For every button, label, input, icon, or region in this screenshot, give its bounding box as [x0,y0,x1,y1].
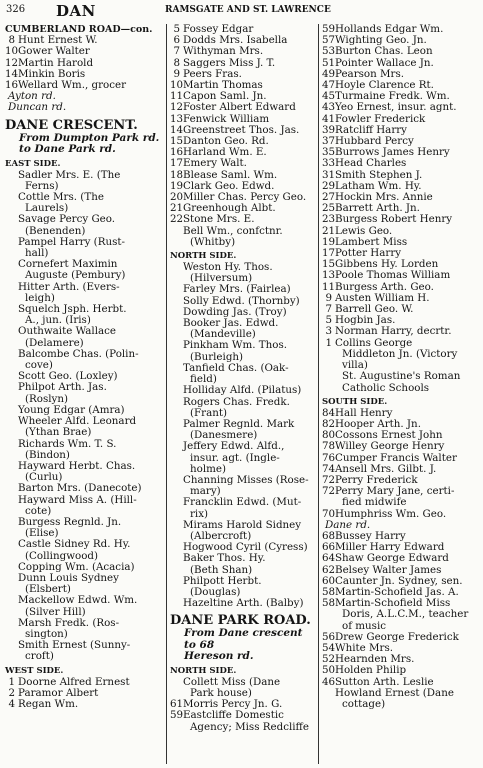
directory-entry: Booker Jas. Edwd. [183,317,279,330]
entry-continuation: hall) [25,247,49,260]
directory-entry: Smith Ernest (Sunny- [18,639,131,652]
running-head-locality: RAMSGATE AND ST. LAWRENCE [165,5,331,15]
directory-entry: Philpot Arth. Jas. [18,381,107,394]
house-number: 11 [170,90,184,103]
house-number: 4 [8,697,15,710]
resident-name: Drew George Frederick [335,630,459,643]
entry-continuation: mary) [190,485,221,498]
entry-continuation: (Delamere) [25,336,84,349]
resident-name: Hearnden Mrs. [335,653,415,666]
house-number: 21 [170,202,184,215]
house-number: 5 [325,314,332,327]
resident-name: Morris Percy Jn. G. [183,698,283,711]
directory-entry: Savage Percy Geo. [18,213,116,226]
entry-continuation: of music [342,619,387,632]
resident-name: Miller Chas. Percy Geo. [183,191,307,204]
entry-continuation: Agency; Miss Redcliffe [190,720,309,733]
directory-entry: Dowding Jas. (Troy) [183,305,287,318]
entry-continuation: Catholic Schools [342,381,430,394]
house-number: 9 [173,67,180,80]
resident-name: Humphriss Wm. Geo. [335,507,447,520]
resident-name: Martin Thomas [183,79,263,92]
resident-name: Fowler Frederick [335,112,426,125]
resident-name: Latham Wm. Hy. [335,179,422,192]
resident-name: Ratcliff Harry [335,123,407,136]
page-number: 326 [6,4,26,15]
entry-continuation: fied midwife [342,496,407,509]
house-number: 49 [322,67,336,80]
resident-name: Bussey Harry [335,529,406,542]
directory-entry: Copping Wm. (Acacia) [18,560,135,573]
resident-name: Gower Walter [18,45,90,58]
resident-name: Clark Geo. Edwd. [183,179,275,192]
entry-continuation: (Mandeville) [190,328,256,341]
house-number: 59 [322,23,336,35]
house-number: 45 [322,90,336,103]
entry-continuation: cove) [25,359,53,372]
resident-name: Stone Mrs. E. [183,213,255,226]
directory-entry: Cottle Mrs. (The [18,191,104,204]
house-number: 22 [170,213,184,226]
resident-name: Cossons Ernest John [335,429,443,442]
resident-name: Martin-Schofield Miss [335,597,451,610]
house-number: 84 [322,406,336,419]
directory-entry: Young Edgar (Amra) [18,403,125,416]
entry-continuation: holme) [190,462,226,475]
entry-continuation: Laurels) [25,202,69,215]
directory-entry: Mirams Harold Sidney [183,518,302,531]
directory-entry: Cornefert Maximin [18,258,118,271]
house-number: 57 [322,34,336,47]
entry-continuation: villa) [342,359,368,372]
street-heading: DANE CRESCENT. [5,117,138,133]
entry-continuation: A., jun. (Iris) [25,314,91,327]
directory-entry: Bell Wm., confctnr. [183,224,283,237]
house-number: 15 [170,135,184,148]
entry-continuation: Doris, A.L.C.M., teacher [342,608,469,621]
directory-entry: Sadler Mrs. E. (The [18,168,121,181]
house-number: 8 [8,34,15,47]
directory-entry: Balcombe Chas. (Polin- [18,347,139,360]
house-number: 13 [322,269,336,282]
house-number: 54 [322,641,336,654]
entry-continuation: (Collingwood) [25,549,99,562]
column-3 [318,24,483,764]
cross-road: Dane rd. [325,518,371,531]
street-extent: From Dane crescent to 68 [184,627,303,651]
house-number: 21 [322,224,336,237]
directory-entry [170,710,318,721]
house-number: 9 [325,291,332,304]
resident-name: Willey George Henry [335,440,445,453]
directory-entry: Barton Mrs. (Danecote) [18,482,142,495]
resident-name: Saggers Miss J. T. [183,56,276,69]
resident-name: Burrows James Henry [335,146,450,159]
house-number: 29 [322,179,336,192]
side-heading: SOUTH SIDE. [322,396,388,407]
resident-name: Fenwick William [183,112,270,125]
house-number: 39 [322,123,336,136]
directory-entry: Outhwaite Wallace [18,325,117,338]
directory-entry: Mackellow Edwd. Wm. [18,594,138,607]
resident-name: Pointer Wallace Jn. [335,56,434,69]
entry-continuation: (Elise) [25,527,59,540]
house-number: 11 [322,280,336,293]
house-number: 51 [322,56,336,69]
resident-name: Austen William H. [335,291,430,304]
entry-continuation: sington) [25,627,68,640]
directory-entry: Solly Edwd. (Thornby) [183,294,300,307]
resident-name: Miller Harry Edward [335,541,445,554]
entry-continuation: Ferns) [25,179,59,192]
resident-name: Norman Harry, decrtr. [335,325,452,338]
entry-continuation: (Benenden) [25,224,86,237]
house-number: 16 [5,79,19,92]
directory-entry: Marsh Fredk. (Ros- [18,616,120,629]
house-number: 16 [170,146,184,159]
house-number: 14 [170,123,184,136]
house-number: 70 [322,507,336,520]
house-number: 7 [325,303,332,316]
house-number: 52 [322,653,336,666]
resident-name: Capon Saml. Jn. [183,90,267,103]
entry-continuation: (Whitby) [190,235,236,248]
house-number: 23 [322,213,336,226]
directory-entry: Farley Mrs. (Fairlea) [183,283,291,296]
house-number: 31 [322,168,336,181]
entry-continuation: Park house) [190,687,252,700]
resident-name: Holden Philip [335,664,407,677]
directory-entry: Holliday Alfd. (Pilatus) [183,384,302,397]
side-heading: WEST SIDE. [5,665,64,676]
house-number: 80 [322,429,336,442]
resident-name: Martin Harold [18,56,94,69]
resident-name: Caunter Jn. Sydney, sen. [335,574,463,587]
running-head-word: DAN [56,2,96,20]
resident-name: Lambert Miss [335,235,408,248]
side-heading: EAST SIDE. [5,158,61,169]
house-number: 37 [322,135,336,148]
house-number: 12 [170,101,184,114]
street-extent: From Dumpton Park rd. [19,131,160,144]
house-number: 47 [322,79,336,92]
house-number: 33 [322,157,336,170]
house-number: 25 [322,202,336,215]
entry-continuation: (Douglas) [190,585,241,598]
resident-name: Hall Henry [335,406,393,419]
resident-name: Burgess Robert Henry [335,213,453,226]
directory-entry: Palmer Regnld. Mark [183,417,295,430]
directory-entry: Channing Misses (Rose- [183,473,309,486]
resident-name: Paramor Albert [18,686,99,699]
entry-continuation: cottage) [342,697,386,710]
resident-name: Hogbin Jas. [335,314,396,327]
house-number: 10 [5,45,19,58]
house-number: 58 [322,597,336,610]
resident-name: Potter Harry [335,247,402,260]
resident-name: Yeo Ernest, insur. agnt. [335,101,457,114]
directory-entry: Wheeler Alfd. Leonard [18,415,137,428]
directory-entry: Francklin Edwd. (Mut- [183,496,302,509]
directory-entry: Pinkham Wm. Thos. [183,339,288,352]
house-number: 53 [322,45,336,58]
resident-name: Gibbens Hy. Lorden [335,258,439,271]
house-number: 3 [325,325,332,338]
entry-continuation: St. Augustine's Roman [342,370,461,383]
directory-entry: Pampel Harry (Rust- [18,235,125,248]
directory-entry: Dunn Louis Sydney [18,571,119,584]
resident-name: Hoyle Clarence Rt. [335,79,434,92]
house-number: 72 [322,473,336,486]
side-heading: NORTH SIDE. [170,665,237,676]
entry-continuation: Middleton Jn. (Victory [342,347,458,360]
resident-name: Hunt Ernest W. [18,34,98,47]
street-extent: to Dane Park rd. [19,143,116,156]
directory-entry: Richards Wm. T. S. [18,437,117,450]
entry-continuation: (Silver Hill) [25,605,86,618]
house-number: 19 [322,235,336,248]
directory-entry: Hitter Arth. (Evers- [18,280,120,293]
house-number: 19 [170,179,184,192]
house-number: 66 [322,541,336,554]
house-number: 76 [322,451,336,464]
entry-continuation: croft) [25,650,54,663]
resident-name: Shaw George Edward [335,552,449,565]
house-number: 6 [173,34,180,47]
house-number: 8 [173,56,180,69]
directory-entry: Weston Hy. Thos. [183,261,273,274]
resident-name: Head Charles [335,157,407,170]
entry-continuation: cote) [25,504,52,517]
house-number: 27 [322,191,336,204]
entry-continuation: leigh) [25,291,55,304]
resident-name: Minkin Boris [18,67,86,80]
house-number: 2 [8,686,15,699]
directory-entry: Burgess Regnld. Jn. [18,515,122,528]
directory-entry [170,214,318,225]
entry-continuation: (Ythan Brae) [25,426,92,439]
house-number: 82 [322,417,336,430]
resident-name: Belsey Walter James [335,563,442,576]
resident-name: Peers Fras. [183,67,242,80]
house-number: 5 [173,23,180,35]
house-number: 60 [322,574,336,587]
resident-name: Greenstreet Thos. Jas. [183,123,300,136]
house-number: 62 [322,563,336,576]
house-number: 78 [322,440,336,453]
resident-name: Harland Wm. E. [183,146,267,159]
resident-name: Greenhough Albt. [183,202,276,215]
resident-name: Hubbard Percy [335,135,414,148]
house-number: 18 [170,168,184,181]
directory-entry [5,699,160,710]
entry-continuation: insur. agt. (Ingle- [190,451,280,464]
street-heading: DANE PARK ROAD. [170,613,311,629]
entry-continuation: (Curlu) [25,471,63,484]
house-number: 43 [322,101,336,114]
house-number: 64 [322,552,336,565]
house-number: 17 [170,157,184,170]
resident-name: Sutton Arth. Leslie [335,675,434,688]
directory-entry: Philpott Herbt. [183,574,262,587]
house-number: 72 [322,485,336,498]
resident-name: Smith Stephen J. [335,168,423,181]
resident-name: Hooper Arth. Jn. [335,417,421,430]
house-number: 50 [322,664,336,677]
resident-name: Barrett Arth. Jn. [335,202,420,215]
directory-entry: Hayward Herbt. Chas. [18,459,136,472]
resident-name: Dodds Mrs. Isabella [183,34,288,47]
resident-name: Perry Frederick [335,473,418,486]
page-header [0,4,483,20]
house-number: 58 [322,585,336,598]
house-number: 35 [322,146,336,159]
column-1 [5,24,160,710]
resident-name: Turmaine Fredk. Wm. [335,90,450,103]
entry-continuation: (Elsbert) [25,583,71,596]
directory-entry: Hazeltine Arth. (Balby) [183,597,304,610]
directory-entry: Baker Thos. Hy. [183,552,266,565]
resident-name: Pearson Mrs. [335,67,405,80]
house-number: 14 [5,67,19,80]
cross-road: Duncan rd. [8,101,67,114]
resident-name: Lewis Geo. [335,224,393,237]
side-heading: NORTH SIDE. [170,251,237,262]
resident-name: Withyman Mrs. [183,45,264,58]
house-number: 59 [170,709,184,722]
resident-name: Martin-Schofield Jas. A. [335,585,459,598]
entry-continuation: (Frant) [190,406,228,419]
resident-name: Ansell Mrs. Gilbt. J. [335,462,437,475]
resident-name: Wellard Wm., grocer [18,79,127,92]
entry-continuation: (Burleigh) [190,350,244,363]
resident-name: Danton Geo. Rd. [183,135,269,148]
entry-continuation: rix) [190,507,209,520]
house-number: 1 [325,336,332,349]
house-number: 56 [322,630,336,643]
resident-name: Hockin Mrs. Annie [335,191,433,204]
resident-name: Burton Chas. Leon [335,45,433,58]
entry-continuation: Auguste (Pembury) [25,269,126,282]
house-number: 7 [173,45,180,58]
resident-name: White Mrs. [335,641,394,654]
house-number: 61 [170,698,184,711]
house-number: 41 [322,112,336,125]
directory-entry: Hayward Miss A. (Hill- [18,493,137,506]
entry-continuation: (Hilversum) [190,272,253,285]
resident-name: Emery Walt. [183,157,247,170]
house-number: 12 [5,56,19,69]
entry-continuation: field) [190,373,217,386]
resident-name: Regan Wm. [18,697,79,710]
house-number: 17 [322,247,336,260]
resident-name: Doorne Alfred Ernest [18,675,130,688]
entry-continuation: (Danesmere) [190,429,258,442]
directory-entry: Scott Geo. (Loxley) [18,370,118,383]
house-number: 46 [322,675,336,688]
column-2 [166,24,318,764]
directory-entry: Tanfield Chas. (Oak- [183,361,289,374]
resident-name: Barrell Geo. W. [335,303,414,316]
house-number: 10 [170,79,184,92]
cross-road: Ayton rd. [8,90,56,103]
resident-name: Hollands Edgar Wm. [335,23,444,35]
house-number: 1 [8,675,15,688]
house-number: 68 [322,529,336,542]
directory-entry: Hogwood Cyril (Cyress) [183,541,308,554]
resident-name: Blease Saml. Wm. [183,168,278,181]
directory-entry: Castle Sidney Rd. Hy. [18,538,131,551]
directory-entry: Squelch Jsph. Herbt. [18,303,127,316]
resident-name: Collins George [335,336,413,349]
house-number: 13 [170,112,184,125]
directory-entry: Collett Miss (Dane [183,675,281,688]
house-number: 74 [322,462,336,475]
resident-name: Wighting Geo. Jn. [335,34,427,47]
resident-name: Burgess Arth. Geo. [335,280,434,293]
resident-name: Cumper Francis Walter [335,451,457,464]
directory-entry: Howland Ernest (Dane [335,686,454,699]
resident-name: Foster Albert Edward [183,101,296,114]
street-continued-heading: CUMBERLAND ROAD—con. [5,24,153,35]
street-extent: Hereson rd. [184,650,254,663]
entry-continuation: (Beth Shan) [190,563,253,576]
resident-name: Perry Mary Jane, certi- [335,485,455,498]
directory-entry: Jeffery Edwd. Alfd., [183,440,285,453]
resident-name: Eastcliffe Domestic [183,709,284,722]
entry-continuation: (Albercroft) [190,529,252,542]
directory-entry: Rogers Chas. Fredk. [183,395,290,408]
entry-continuation: (Bindon) [25,448,70,461]
resident-name: Poole Thomas William [335,269,451,282]
house-number: 15 [322,258,336,271]
entry-continuation: (Roslyn) [25,392,69,405]
house-number: 20 [170,191,184,204]
resident-name: Fossey Edgar [183,23,254,35]
